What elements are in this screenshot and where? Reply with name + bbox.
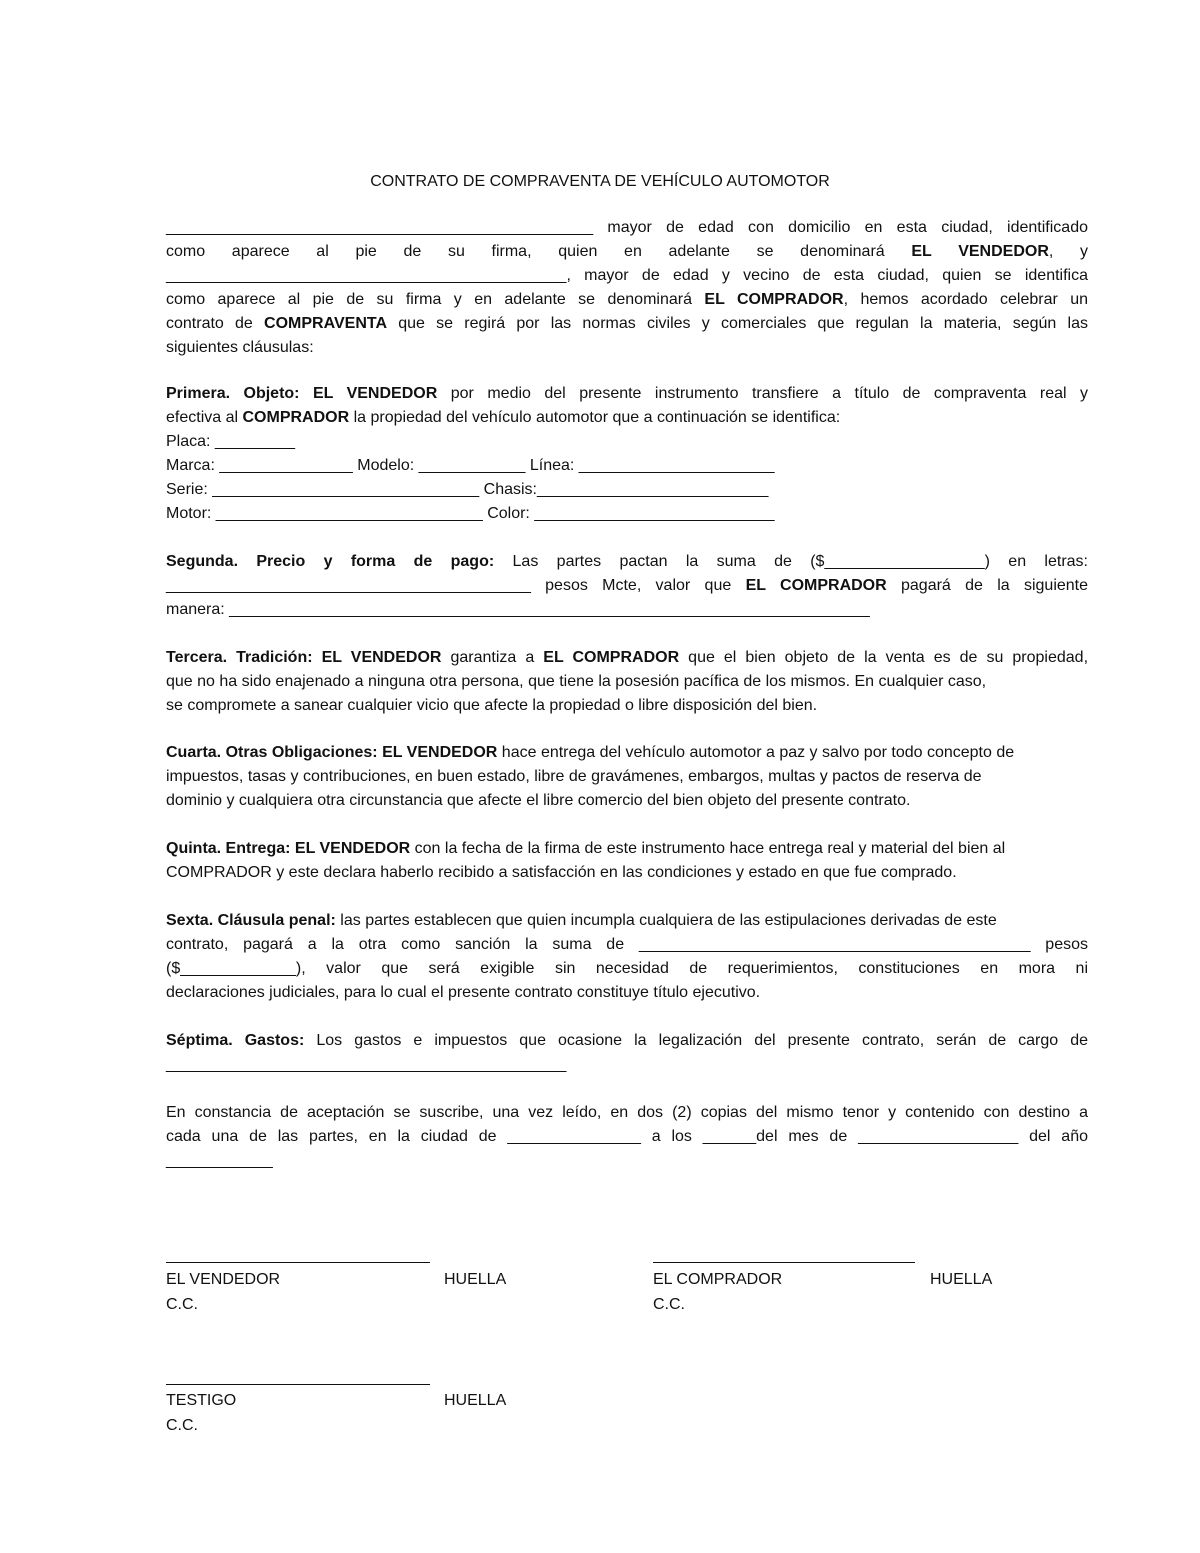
clause-line: contrato, pagará a la otra como sanción la suma de ____________________________________________ pesos [166, 936, 1088, 953]
clause-primera [166, 382, 1088, 526]
clause-line [166, 837, 1088, 861]
clause-segunda [166, 550, 1088, 622]
signature-line-comprador [653, 1262, 915, 1263]
party-name: EL VENDEDOR [312, 385, 438, 402]
intro-line [166, 264, 1088, 288]
blank-field: _____________________________________________ [166, 267, 567, 284]
clause-line [166, 1029, 1088, 1053]
intro-text: , mayor de edad y vecino de esta ciudad, quien se identifica [566, 267, 1088, 284]
clause-line: impuestos, tasas y contribuciones, en buen estado, libre de gravámenes, embargos, multas y pactos de reserva de [166, 768, 982, 785]
clause-line [166, 741, 1088, 765]
clause-line: que no ha sido enajenado a ninguna otra persona, que tiene la posesión pacífica de los mismos. En cualquier caso, [166, 673, 987, 690]
intro-paragraph [166, 216, 1088, 360]
clause-text: la propiedad del vehículo automotor que a continuación se identifica: [353, 409, 841, 426]
intro-line: siguientes cláusulas: [166, 339, 314, 356]
blank-field: ________________________________________________ [166, 219, 594, 236]
clause-line: declaraciones judiciales, para lo cual el presente contrato constituye título ejecutivo. [166, 984, 761, 1001]
placa-field: Placa: _________ [166, 433, 295, 450]
clause-line [166, 550, 1088, 574]
signature-line-vendedor [166, 1262, 430, 1263]
fingerprint-label: HUELLA [930, 1271, 993, 1288]
clause-text: efectiva al [166, 409, 239, 426]
intro-text: , y [1048, 243, 1089, 260]
intro-text: mayor de edad con domicilio en esta ciudad, identificado [593, 219, 1088, 236]
clause-text: por medio del presente instrumento transfiere a título de compraventa real y [450, 385, 1089, 402]
clause-text: Los gastos e impuestos que ocasione la legalización del presente contrato, serán de cargo de [316, 1032, 1089, 1049]
page-title: CONTRATO DE COMPRAVENTA DE VEHÍCULO AUTOMOTOR [370, 173, 830, 190]
signature-line-testigo [166, 1384, 430, 1385]
clause-text: garantiza a [450, 649, 535, 666]
clause-septima [166, 1029, 1088, 1077]
clause-line [166, 406, 1088, 430]
marca-field: Marca: _______________ Modelo: ____________ Línea: ______________________ [166, 457, 775, 474]
clause-label: Segunda. Precio y forma de pago: [166, 553, 495, 570]
intro-text: , hemos acordado celebrar un [843, 291, 1089, 308]
clause-text: con la fecha de la firma de este instrumento hace entrega real y material del bien al [414, 840, 1006, 857]
id-label: C.C. [166, 1417, 198, 1434]
clause-quinta [166, 837, 1088, 885]
clause-label: Primera. Objeto: [166, 385, 300, 402]
clause-line: dominio y cualquiera otra circunstancia que afecte el libre comercio del bien objeto del presente contrato. [166, 792, 911, 809]
clause-label: Cuarta. Otras Obligaciones: [166, 744, 378, 761]
clause-line: se compromete a sanear cualquier vicio que afecte la propiedad o libre disposición del bien. [166, 697, 818, 714]
party-name: EL COMPRADOR [704, 291, 844, 308]
party-name: EL VENDEDOR [382, 744, 498, 761]
clause-line: manera: ________________________________________________________________________ [166, 601, 870, 618]
clause-text: pesos Mcte, valor que [530, 577, 732, 594]
id-label: C.C. [166, 1296, 198, 1313]
party-name: EL VENDEDOR [294, 840, 411, 857]
id-label: C.C. [653, 1296, 685, 1313]
contract-type: COMPRAVENTA [264, 315, 388, 332]
clause-line [166, 909, 1088, 933]
signature-label-testigo: TESTIGO [166, 1392, 237, 1409]
fingerprint-label: HUELLA [444, 1392, 507, 1409]
clause-label: Quinta. Entrega: [166, 840, 291, 857]
intro-line [166, 312, 1088, 336]
motor-field: Motor: ______________________________ Color: ___________________________ [166, 505, 775, 522]
blank-field: _________________________________________ [166, 577, 531, 594]
clause-text: pagará de la siguiente [901, 577, 1089, 594]
clause-label: Séptima. Gastos: [166, 1032, 305, 1049]
party-name: EL COMPRADOR [543, 649, 680, 666]
closing-line: cada una de las partes, en la ciudad de _______________ a los ______del mes de __________________ del año [166, 1128, 1088, 1145]
closing-paragraph [166, 1101, 1088, 1173]
clause-text: hace entrega del vehículo automotor a paz y salvo por todo concepto de [501, 744, 1015, 761]
clause-line: ($_____________), valor que será exigible sin necesidad de requerimientos, constituciones en mora ni [166, 960, 1088, 977]
clause-line [166, 646, 1088, 670]
clause-text: que el bien objeto de la venta es de su propiedad, [688, 649, 1089, 666]
serie-field: Serie: ______________________________ Chasis:__________________________ [166, 481, 769, 498]
intro-text: como aparece al pie de su firma y en adelante se denominará [166, 291, 692, 308]
blank-field: ____________ [166, 1152, 273, 1169]
blank-field: _____________________________________________ [166, 1056, 567, 1073]
party-name: EL COMPRADOR [745, 577, 887, 594]
signature-label-vendedor: EL VENDEDOR [166, 1271, 281, 1288]
fingerprint-label: HUELLA [444, 1271, 507, 1288]
signature-label-comprador: EL COMPRADOR [653, 1271, 783, 1288]
intro-line [166, 240, 1088, 264]
party-name: EL VENDEDOR [911, 243, 1049, 260]
clause-label: Sexta. Cláusula penal: [166, 912, 336, 929]
clause-cuarta [166, 741, 1088, 813]
clause-sexta [166, 909, 1088, 1005]
clause-line: COMPRADOR y este declara haberlo recibido a satisfacción en las condiciones y estado en que fue comprado. [166, 864, 957, 881]
clause-text: Las partes pactan la suma de ($__________________) en letras: [512, 553, 1089, 570]
clause-line [166, 382, 1088, 406]
intro-text: como aparece al pie de su firma, quien en adelante se denominará [166, 243, 885, 260]
clause-text: las partes establecen que quien incumpla cualquiera de las estipulaciones derivadas de este [340, 912, 997, 929]
intro-text: contrato de [166, 315, 253, 332]
intro-line [166, 216, 1088, 240]
intro-line [166, 288, 1088, 312]
clause-line [166, 574, 1088, 598]
intro-text: que se regirá por las normas civiles y comerciales que regulan la materia, según las [398, 315, 1088, 332]
party-name: COMPRADOR [242, 409, 350, 426]
closing-line: En constancia de aceptación se suscribe, una vez leído, en dos (2) copias del mismo tenor y contenido con destino a [166, 1104, 1088, 1121]
clause-label: Tercera. Tradición: [166, 649, 313, 666]
clause-tercera [166, 646, 1088, 718]
party-name: EL VENDEDOR [321, 649, 442, 666]
